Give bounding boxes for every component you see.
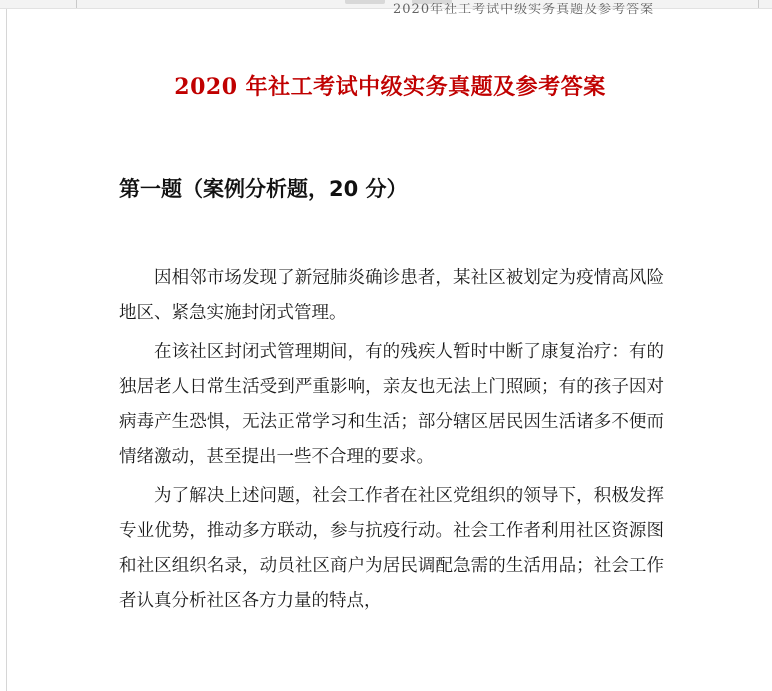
document-title: 2020 年社工考试中级实务真题及参考答案 — [174, 74, 606, 100]
document-page — [6, 3, 772, 691]
paragraph: 为了解决上述问题，社会工作者在社区党组织的领导下，积极发挥专业优势，推动多方联动，参与抗疫行动。社会工作者利用社区资源图和社区组织名录，动员社区商户为居民调配急需的生活用品；社会工作者认真分析社区各方力量的特点， — [119, 486, 664, 611]
toolbar-divider — [76, 0, 77, 8]
paragraph: 因相邻市场发现了新冠肺炎确诊患者，某社区被划定为疫情高风险地区、紧急实施封闭式管理。 — [119, 268, 664, 323]
running-header: 2020年社工考试中级实务真题及参考答案 — [393, 3, 655, 15]
document-body — [119, 261, 664, 623]
paragraph: 在该社区封闭式管理期间，有的残疾人暂时中断了康复治疗：有的独居老人日常生活受到严重影响，亲友也无法上门照顾；有的孩子因对病毒产生恐惧，无法正常学习和生活；部分辖区居民因生活诸多不便而情绪激动，甚至提出一些不合理的要求。 — [119, 342, 664, 467]
toolbar-button-edge[interactable] — [345, 0, 385, 4]
toolbar-divider — [758, 0, 759, 8]
section-heading: 第一题（案例分析题，20 分） — [119, 177, 408, 201]
